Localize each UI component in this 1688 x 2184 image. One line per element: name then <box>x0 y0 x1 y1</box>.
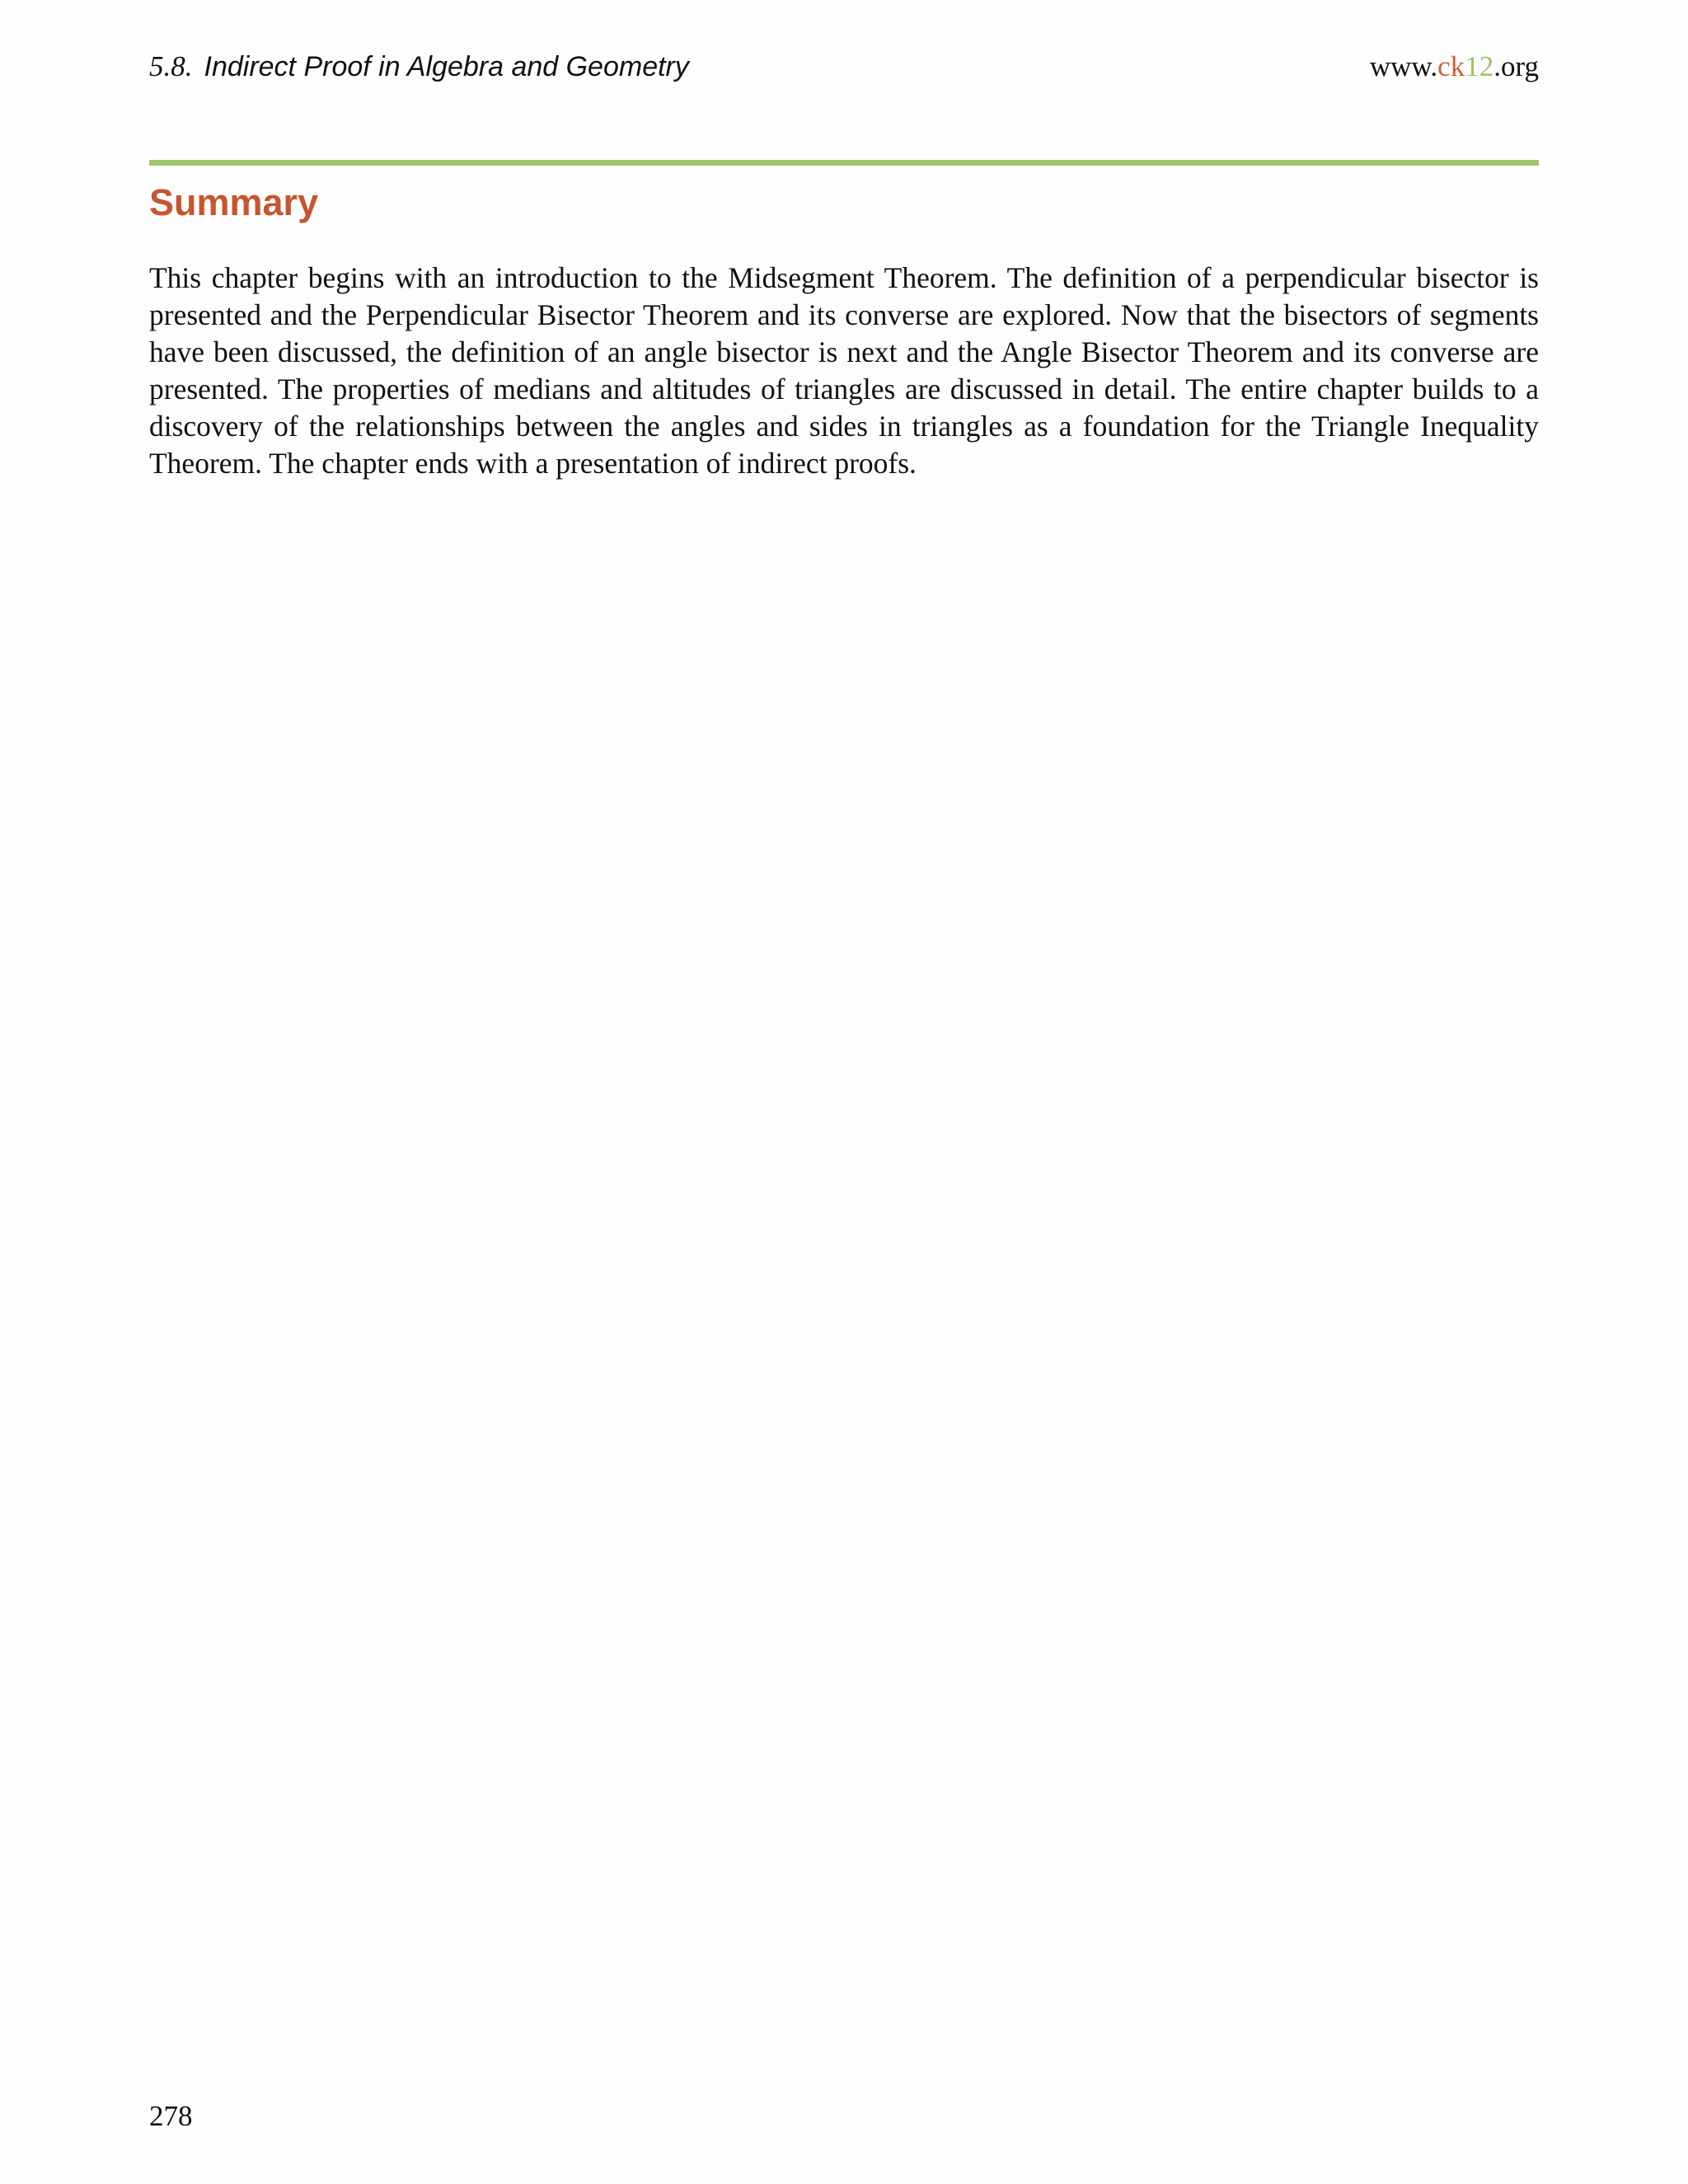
url-suffix: .org <box>1493 50 1539 82</box>
section-number: 5.8. <box>149 50 193 82</box>
section-heading: Summary <box>149 181 319 223</box>
url-ck: ck <box>1437 50 1465 82</box>
summary-paragraph: This chapter begins with an introduction to the Midsegment Theorem. The definition of a perpendicular bisector is presented and the Perpendicular Bisector Theorem and its converse are explored. Now that the bisectors of segments have been discussed, the definition of an angle bisector is next and the Angle Bisector Theorem and its converse are presented. The properties of medians and altitudes of triangles are discussed in detail. The entire chapter builds to a discovery of the relationships between the angles and sides in triangles as a foundation for the Triangle Inequality Theorem. The chapter ends with a presentation of indirect proofs. <box>149 261 1539 480</box>
site-url[interactable] <box>1370 48 1539 86</box>
section-divider <box>149 160 1539 166</box>
url-12: 12 <box>1465 50 1494 82</box>
url-prefix: www. <box>1369 50 1438 82</box>
page-header <box>149 48 1539 89</box>
running-head <box>149 48 689 86</box>
section-title: Indirect Proof in Algebra and Geometry <box>204 51 689 82</box>
page-number: 278 <box>149 2100 193 2132</box>
